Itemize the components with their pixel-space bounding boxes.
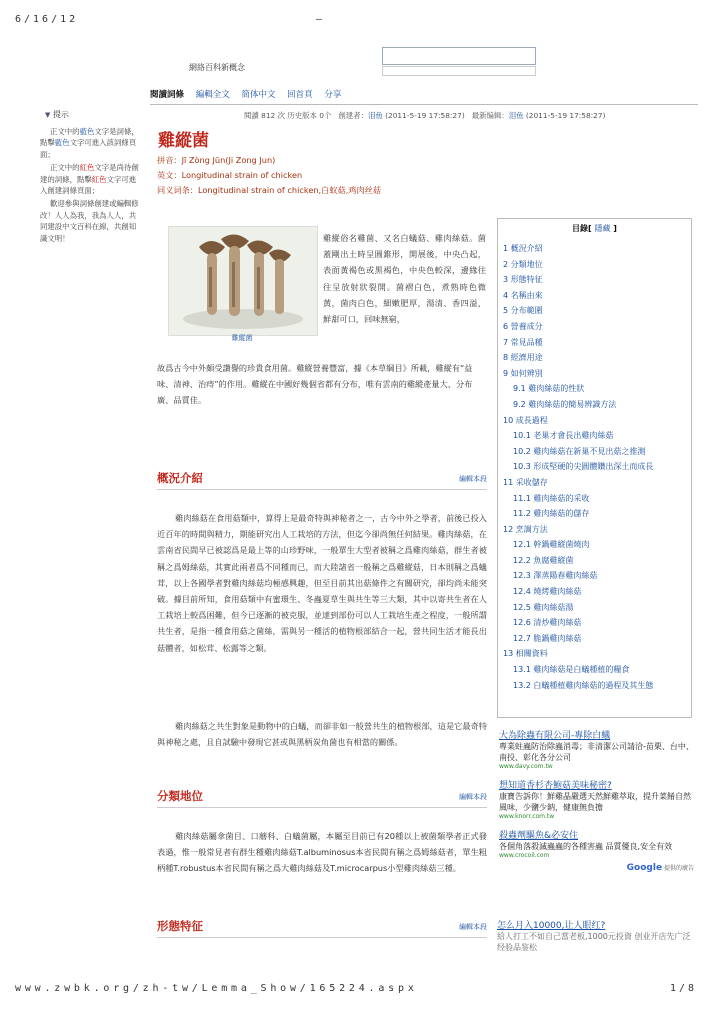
site-tagline: 網絡百科新概念	[189, 63, 245, 72]
toc-item[interactable]: 11.1 雞肉絲菇的采收	[513, 493, 590, 503]
tab-share[interactable]: 分享	[324, 90, 342, 100]
toc-item[interactable]: 10 成長過程	[503, 415, 548, 425]
section-heading-overview	[157, 470, 487, 490]
toc-item[interactable]: 1 概況介紹	[503, 244, 543, 253]
toc-item[interactable]: 12.7 脆鍋雞肉絲菇	[513, 633, 582, 643]
tips-p2: 正文中的紅色文字是尚待創建的詞條，點擊紅色文字可進入創建詞條頁面；	[40, 163, 139, 196]
mushroom-illustration	[169, 227, 317, 335]
ad-body: 給人打工不如自己當老板,1000元投資 创业开店先广泛经验品鉴松	[497, 932, 691, 952]
section-title: 形態特征	[157, 919, 203, 933]
article-meta	[244, 110, 605, 121]
created-time: (2011-5-19 17:58:27)	[385, 111, 465, 120]
tips-heading[interactable]	[45, 109, 69, 120]
section-paragraph: 雞肉絲菇屬傘菌目、口蘑科、白蟻菌屬，本屬至目前已有20種以上被菌類學者正式發表過，惟一般常見者有群生種雞肉絲菇T.albuminosus本省民間有稱之爲姆絲菇者，單生粗柄種T.robustus本省民間有稱之爲大雞肉絲菇及T.microcarpus小型雞肉絲菇三種。	[157, 831, 487, 874]
google-ads-badge[interactable]	[499, 863, 694, 873]
ad-title[interactable]: 殺蟲劑驅魚&必安住	[499, 831, 579, 841]
section-paragraph: 雞肉絲菇之共生對象是動物中的白蟻，而卻非如一般營共生的植物根部，這是它最奇特與神秘之處，且自試驗中發現它甚或與黑柄炭角菌也有相當的關係。	[157, 721, 487, 748]
mushroom-photo[interactable]	[168, 226, 318, 336]
toc-item[interactable]: 11.2 雞肉絲菇的儲存	[513, 509, 590, 519]
ad-title[interactable]: 怎么月入10000,让人眼红?	[497, 921, 606, 931]
google-logo: Google	[626, 863, 663, 873]
toc-item[interactable]: 13.2 白蟻種植雞肉絲菇的過程及其生態	[513, 680, 654, 690]
ad-title[interactable]: 大為除蟲有限公司-專除白蟻	[499, 731, 611, 741]
tips-p1: 正文中的藍色文字是詞條，點擊藍色文字可進入該詞條頁面；	[40, 127, 139, 159]
print-page-number: 1/8	[670, 983, 698, 994]
tab-edit[interactable]: 編輯全文	[195, 90, 230, 100]
toc-item[interactable]: 12.3 澤蒸陽春雞肉絲菇	[513, 571, 598, 581]
toc-item[interactable]: 9 如何辨別	[503, 368, 543, 378]
ad-item[interactable]	[499, 728, 694, 770]
intro-paragraph-continued: 故爲古今中外頗受讚譽的珍貴食用菌。雞縱營養豐富，據《本草綱目》所載，雞縱有“益味、清神、治痔”的作用。雞縱在中國好幾個省都有分布，唯有雲南的雞縱產量大、分布廣、品質佳。	[157, 363, 473, 406]
toc-item[interactable]: 4 名稱由來	[503, 290, 543, 300]
toc-item[interactable]: 12 烹調方法	[503, 524, 548, 534]
toc-item[interactable]: 11 采收儲存	[503, 477, 548, 487]
creator-link[interactable]: 泪鱼	[367, 111, 383, 120]
google-ads-text: 提供的廣告	[663, 865, 694, 872]
article-nav	[150, 88, 698, 105]
tab-read[interactable]: 閱讀詞條	[150, 90, 185, 100]
toc-item[interactable]: 13.1 雞肉絲菇是白蟻種植的糧食	[513, 665, 630, 675]
photo-caption: 雞縱菌	[231, 334, 253, 342]
synonyms[interactable]: 同义词条：Longitudinal strain of chicken,白蚁菇,鸡肉丝菇	[157, 185, 382, 195]
section-paragraph: 雞肉絲菇在食用菇類中，算得上是最奇特與神秘者之一，古今中外之學者，前後已投入近百年的時間與精力，期能研究出人工栽培的方法，但迄今卻尚無任何結果。雞肉絲菇，在雲南省民間早已被認爲是最上等的山珍野味，一般單生大型者被稱之爲雞肉絲菇，群生者被稱之爲姆絲菇，其實此兩者爲不同種而已，而大陸諸省一般稱之爲雞縱菇，日本則稱之爲蟻茸，以上各國學者對雞肉絲菇均極感興趣，但至目前其出菇條件之有關研究，卻均尚未能突破。據目前所知，食用菇類中有蜜環生、冬蟲夏草生與共生等三大類，其中以寄共生者在人工栽培上較爲困難，但今已逐漸的被克服，並達到部份可以人工栽培生產之程度，一般所謂共生者，是指一種食用菇之菌絲，需與另一種活的植物根部結合一起，營共同生活才能長出菇體者，如松茸、松露等之類。	[157, 513, 487, 653]
ad-block	[499, 728, 694, 873]
ad-body: 康寶告訴你！鮮雞晶嚴選天然鮮雞萃取，提升菜餚自然風味，少鹽少鈉，健康無負擔	[499, 792, 691, 812]
search-input[interactable]	[382, 47, 536, 65]
english-name: 英文：Longitudinal strain of chicken	[157, 170, 303, 180]
toc-item[interactable]: 6 營養成分	[503, 321, 543, 331]
toc-item[interactable]: 9.2 雞肉絲菇的簡易辨識方法	[513, 399, 617, 409]
print-header-dash: –	[316, 14, 326, 25]
toc-item[interactable]: 10.1 老巢才會長出雞肉絲菇	[513, 431, 614, 441]
print-footer-url: www.zwbk.org/zh-tw/Lemma_Show/165224.aspx	[15, 983, 418, 994]
toc-item[interactable]: 12.6 清炒雞肉絲菇	[513, 618, 582, 628]
page-title: 雞縱菌	[158, 131, 209, 151]
article-subinfo	[157, 153, 381, 198]
ad-title[interactable]: 想知道香杉杏鮑菇美味秘密?	[499, 781, 612, 791]
tab-home[interactable]: 回首頁	[287, 90, 313, 100]
pinyin: 拼音：Jī Zòng Jūn(Ji Zong Jun)	[157, 155, 276, 165]
ad-body: 各個角落殺滅蟲蟲的各種害蟲 品質優良,安全有效	[499, 842, 673, 851]
tips-p3: 歡迎參與詞條創建或編輯修改！人人為我，我為人人，共同建設中文百科在線，共創知識文明！	[40, 199, 139, 243]
section-heading-morphology	[157, 918, 487, 938]
ad-url[interactable]: www.crocoil.com	[499, 852, 550, 859]
ad-item[interactable]	[499, 778, 694, 820]
toc-item[interactable]: 9.1 雞肉絲菇的性狀	[513, 384, 585, 394]
edited-time: (2011-5-19 17:58:27)	[525, 111, 606, 120]
print-date: 6/16/12	[15, 14, 79, 25]
ad-item[interactable]	[499, 828, 694, 859]
toc-item[interactable]: 10.3 形成堅硬的尖圓體鑽出深土而成長	[513, 462, 654, 472]
toc-item[interactable]: 12.5 雞肉絲菇湯	[513, 602, 574, 612]
editor-link[interactable]: 泪鱼	[508, 111, 524, 120]
ad-body: 專業蛀蟲防治除蟲消毒；非清潔公司請洽-苗栗、台中、南投、彰化各分公司	[499, 742, 694, 762]
toc-hide-button[interactable]: 隱藏	[594, 224, 611, 233]
tips-panel	[40, 126, 140, 246]
toc-item[interactable]: 13 相關資料	[503, 649, 548, 659]
section-title: 概況介紹	[157, 471, 203, 485]
toc-item[interactable]: 3 形態特征	[503, 275, 543, 285]
tips-title: 提示	[52, 110, 69, 119]
tab-simplified[interactable]: 简体中文	[241, 90, 276, 100]
triangle-down-icon: ▼	[45, 111, 51, 119]
toc-item[interactable]: 12.1 幹鍋雞縱菌燒肉	[513, 540, 590, 550]
toc-title: 目錄[ 隱藏 ]	[572, 224, 617, 233]
creator-label: 創建者：	[338, 111, 368, 120]
edit-section-button[interactable]: 編輯本段	[459, 793, 487, 801]
toc-item[interactable]: 5 分布範圍	[503, 306, 543, 316]
editor-label: 最新编辑：	[471, 111, 509, 120]
toc-item[interactable]: 12.4 燒烤雞肉絲菇	[513, 587, 582, 597]
toc-item[interactable]: 10.2 雞肉絲菇在新巢不見出菇之推測	[513, 446, 646, 456]
toc-item[interactable]: 8 經濟用途	[503, 353, 543, 363]
search-input-secondary[interactable]	[382, 66, 536, 76]
toc-item[interactable]: 12.2 魚腐雞縱菌	[513, 555, 574, 565]
ad-url[interactable]: www.davy.com.tw	[499, 763, 553, 770]
ad-item-bottom[interactable]	[497, 918, 692, 953]
section-heading-classification	[157, 788, 487, 808]
view-count: 閱讀 812 次 历史版本 0个	[244, 111, 332, 120]
intro-paragraph: 雞縱俗名雞菌、又名白蟻菇、雞肉絲菇。菌蓋剛出土時呈圓錐形，開展後，中央凸起，表面黃褐色或黑褐色，中央色較深，邊緣往往呈放射狀裂開。菌褶白色，煮熟時色微黃，菌肉白色，細嫩肥厚，湯清、香四溢，鮮甜可口，回味無窮，	[323, 233, 486, 325]
edit-section-button[interactable]: 編輯本段	[459, 923, 487, 931]
toc-list	[498, 241, 691, 693]
ad-url[interactable]: www.knorr.com.tw	[499, 813, 555, 820]
toc-item[interactable]: 2 分類地位	[503, 259, 543, 269]
toc-item[interactable]: 7 常見品種	[503, 337, 543, 347]
section-title: 分類地位	[157, 789, 203, 803]
table-of-contents	[497, 218, 692, 718]
edit-section-button[interactable]: 編輯本段	[459, 475, 487, 483]
